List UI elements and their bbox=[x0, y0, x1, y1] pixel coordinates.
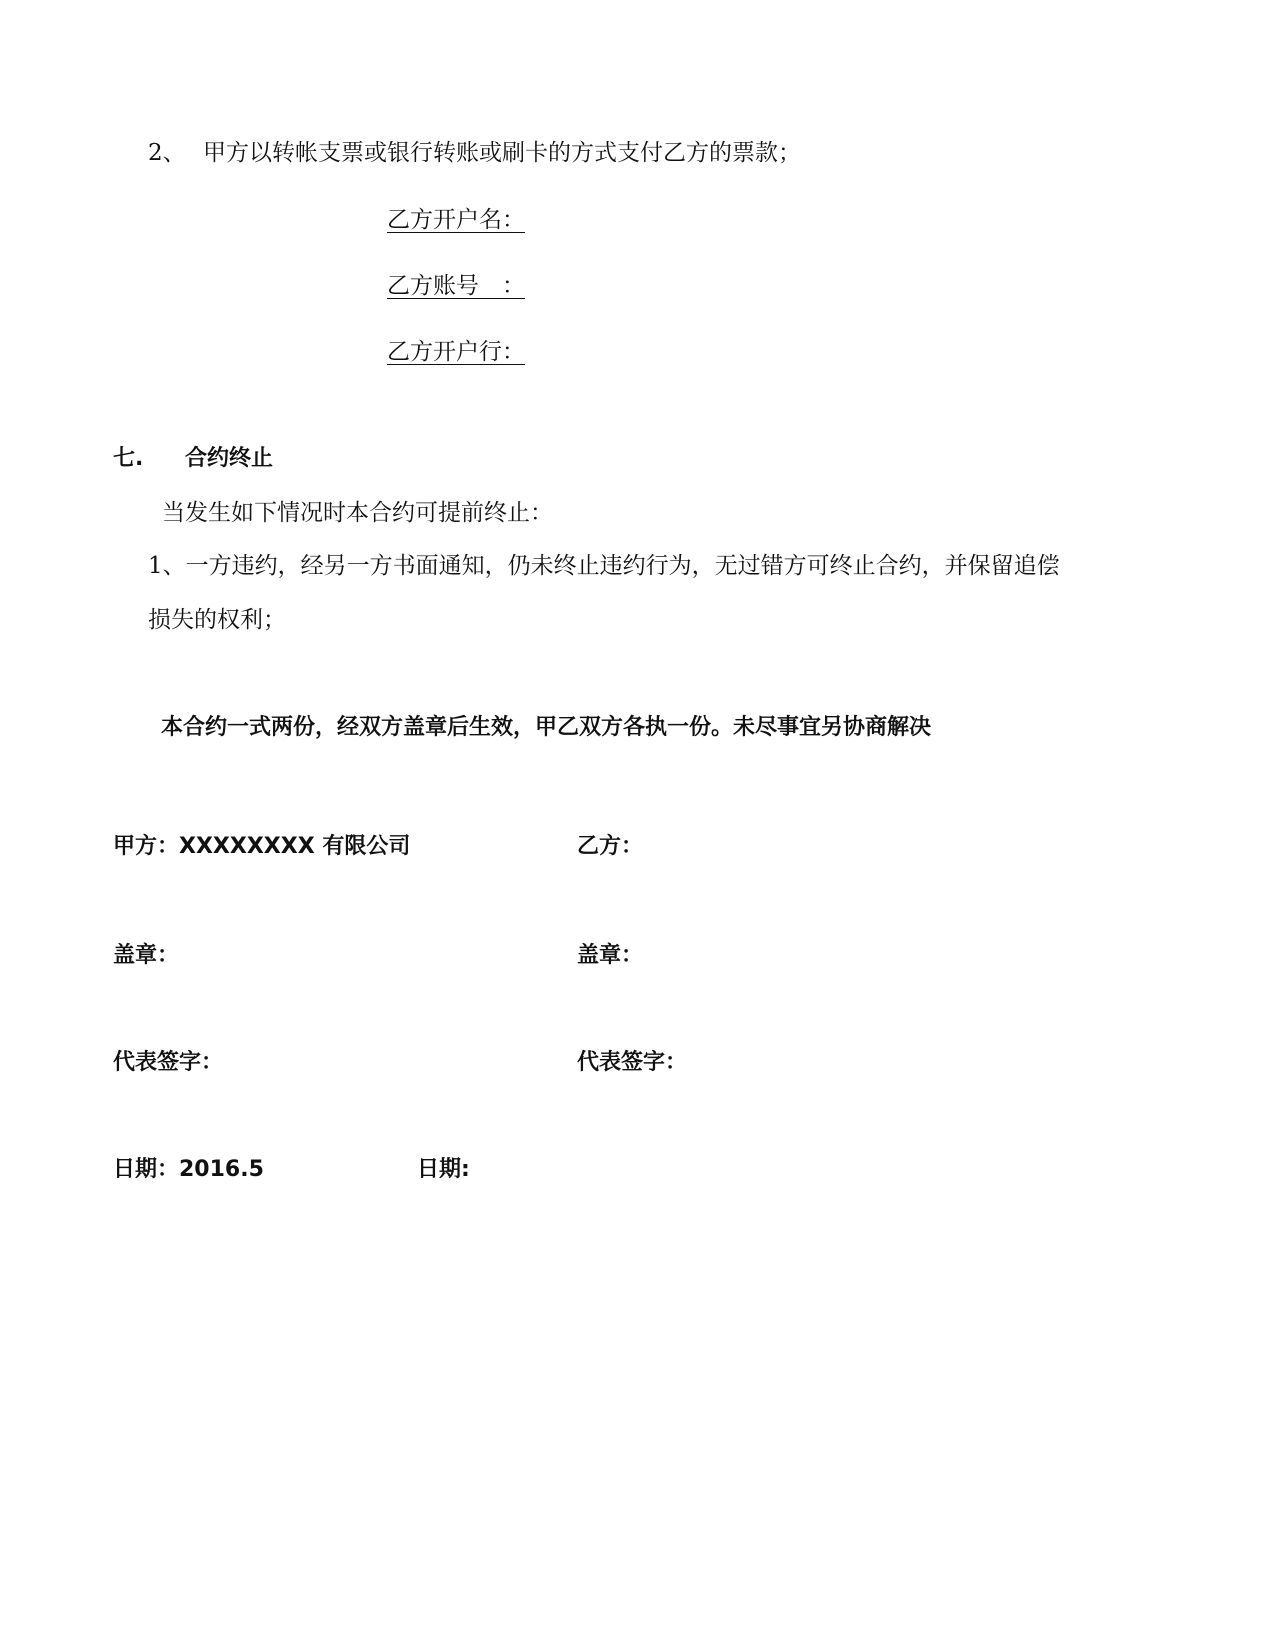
representative-a-label: 代表签字： bbox=[113, 1050, 224, 1075]
section-7-number: 七. bbox=[113, 446, 144, 471]
party-b-label: 乙方： bbox=[577, 834, 644, 859]
bank-label: 乙方开户行： bbox=[387, 339, 525, 365]
section-7-item-1-line-1: 1、一方违约，经另一方书面通知，仍未终止违约行为，无过错方可终止合约，并保留追偿 bbox=[148, 553, 1060, 579]
date-b-label: 日期: bbox=[417, 1157, 470, 1182]
closing-statement: 本合约一式两份，经双方盖章后生效，甲乙双方各执一份。未尽事宜另协商解决 bbox=[161, 715, 932, 740]
section-7-item-1-line-2: 损失的权利； bbox=[148, 607, 286, 633]
payment-item-2-number: 2、 bbox=[148, 140, 186, 166]
section-7-title: 合约终止 bbox=[185, 446, 274, 471]
account-number-label: 乙方账号 ： bbox=[387, 273, 525, 299]
seal-b-label: 盖章： bbox=[577, 943, 644, 968]
payment-item-2-text: 甲方以转帐支票或银行转账或刷卡的方式支付乙方的票款； bbox=[203, 140, 801, 166]
account-name-label: 乙方开户名： bbox=[387, 207, 525, 233]
representative-b-label: 代表签字： bbox=[577, 1050, 688, 1075]
date-a-label: 日期：2016.5 bbox=[113, 1157, 264, 1182]
section-7-intro: 当发生如下情况时本合约可提前终止： bbox=[162, 500, 553, 526]
party-a-label: 甲方：XXXXXXXX 有限公司 bbox=[113, 834, 411, 859]
seal-a-label: 盖章： bbox=[113, 943, 180, 968]
